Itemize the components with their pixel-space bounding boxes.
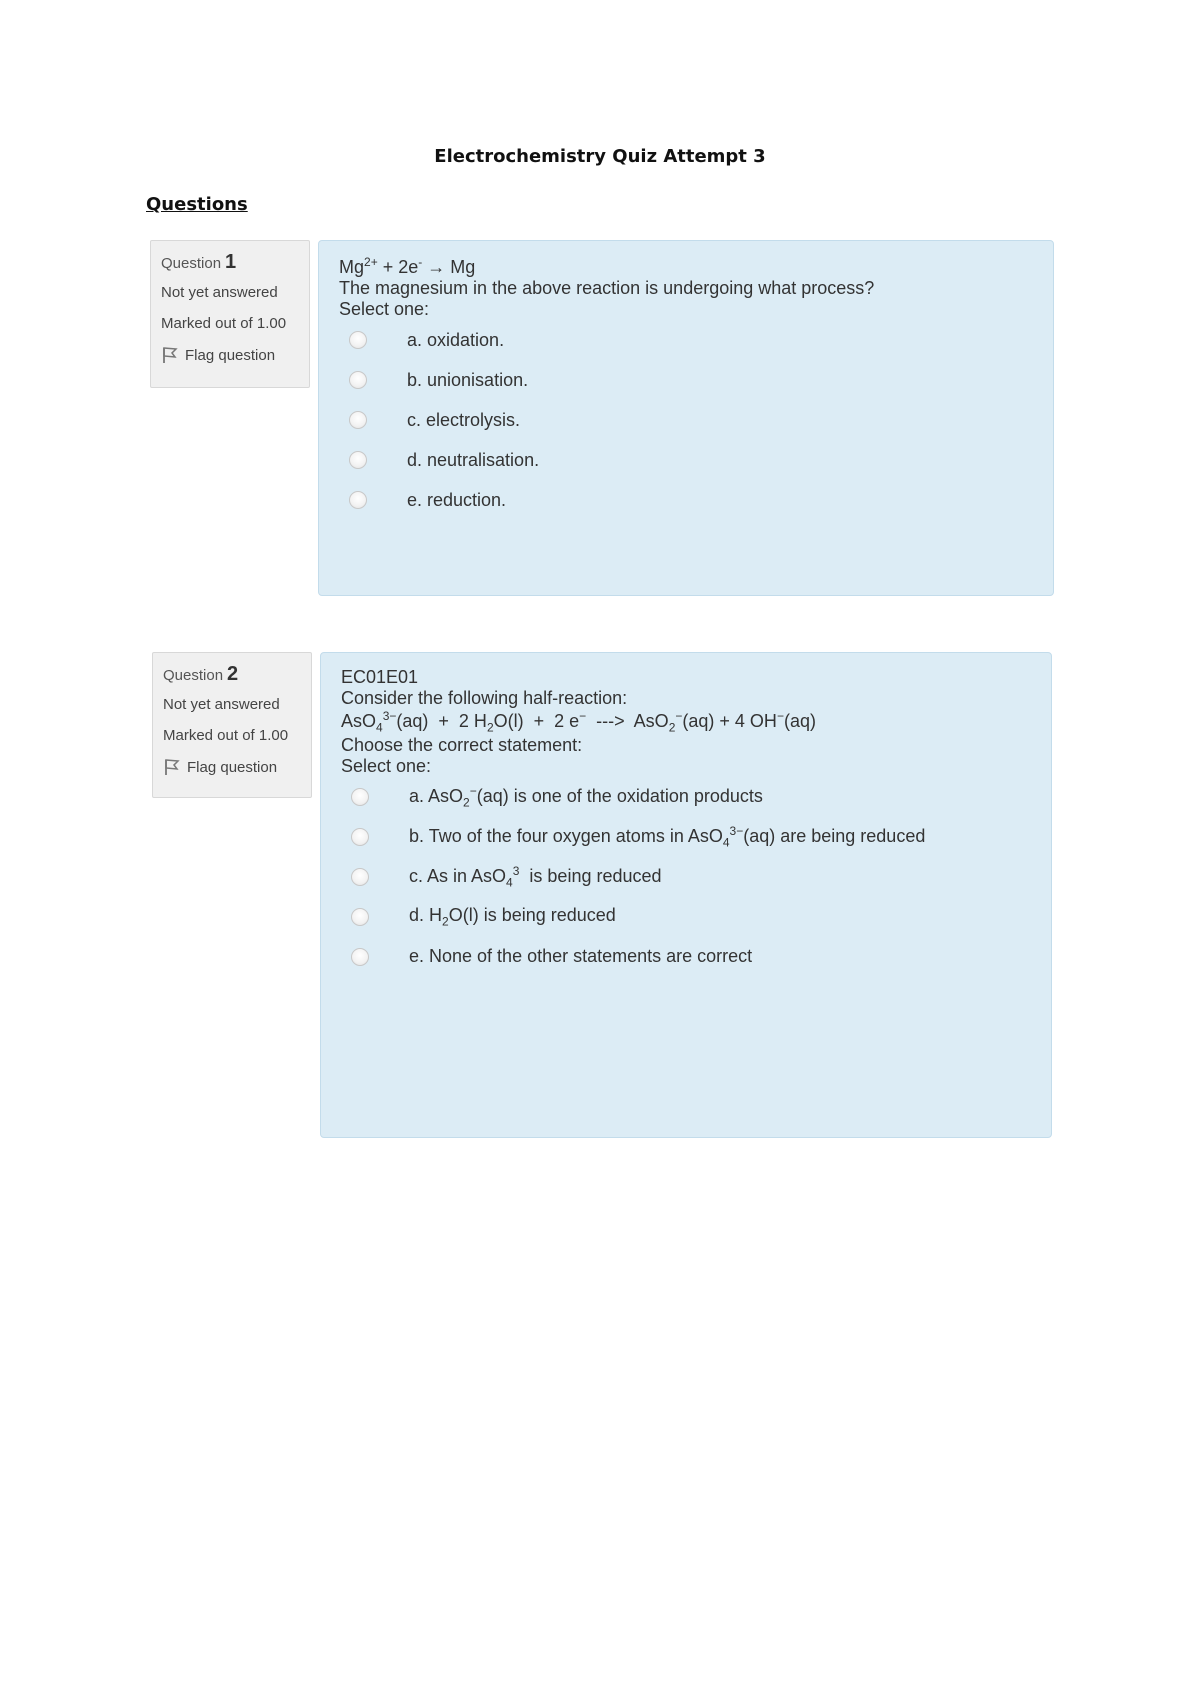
flag-question-label: Flag question: [187, 758, 278, 776]
radio-button[interactable]: [349, 451, 367, 469]
option-e[interactable]: [341, 937, 1031, 977]
document-title: Electrochemistry Quiz Attempt 3: [434, 146, 766, 167]
option-label: b. unionisation.: [407, 369, 529, 390]
question-1-info: [150, 240, 310, 388]
question-prompt: Choose the correct statement:: [341, 734, 583, 755]
question-marks: Marked out of 1.00: [163, 727, 289, 744]
select-one-label: Select one:: [339, 299, 430, 319]
reaction-line: $Mg^{2+} + 2e^- \to Mg$: [339, 255, 476, 277]
flag-question-link[interactable]: [161, 346, 299, 364]
option-b[interactable]: [341, 817, 1031, 857]
option-b[interactable]: [339, 360, 1033, 400]
option-c[interactable]: [339, 400, 1033, 440]
radio-button[interactable]: [351, 908, 369, 926]
radio-button[interactable]: [349, 491, 367, 509]
flag-icon: [163, 758, 181, 776]
option-label: c. As in AsO$_4^3$ is being reduced: [409, 863, 662, 890]
option-d[interactable]: [341, 897, 1031, 937]
flag-question-link[interactable]: [163, 758, 301, 776]
option-label: b. Two of the four oxygen atoms in AsO$_4^{3-}$(aq) are being reduced: [409, 823, 926, 850]
question-number-value: 1: [225, 251, 237, 273]
option-label: d. neutralisation.: [407, 449, 540, 470]
radio-button[interactable]: [351, 788, 369, 806]
option-a[interactable]: [339, 320, 1033, 360]
question-number: [163, 663, 301, 686]
question-status: Not yet answered: [161, 284, 278, 301]
question-text: The magnesium in the above reaction is undergoing what process?: [339, 278, 875, 298]
select-one-label: Select one:: [341, 755, 432, 776]
option-d[interactable]: [339, 440, 1033, 480]
flag-icon: [161, 346, 179, 364]
question-number: [161, 251, 299, 274]
radio-button[interactable]: [351, 868, 369, 886]
section-heading: Questions: [146, 194, 248, 215]
radio-button[interactable]: [351, 828, 369, 846]
option-label: a. oxidation.: [407, 329, 505, 350]
radio-button[interactable]: [351, 948, 369, 966]
option-a[interactable]: [341, 777, 1031, 817]
flag-question-label: Flag question: [185, 346, 276, 364]
question-label: Question: [161, 255, 222, 272]
radio-button[interactable]: [349, 411, 367, 429]
option-label: a. AsO$_2$−(aq) is one of the oxidation products: [409, 783, 763, 810]
option-c[interactable]: [341, 857, 1031, 897]
radio-button[interactable]: [349, 331, 367, 349]
question-2-content: [320, 652, 1052, 1138]
question-2-info: [152, 652, 312, 798]
question-1-content: [318, 240, 1054, 596]
question-status: Not yet answered: [163, 696, 280, 713]
radio-button[interactable]: [349, 371, 367, 389]
question-marks: Marked out of 1.00: [161, 315, 287, 332]
question-code: EC01E01: [341, 667, 419, 687]
half-reaction-equation: AsO$_4^{3-}$(aq) + 2 $H_2O(l) + 2$ e− ---> AsO$_2$−(aq) + 4 OH−(aq): [341, 709, 816, 735]
option-label: e. None of the other statements are correct: [409, 946, 753, 967]
option-e[interactable]: [339, 480, 1033, 520]
question-label: Question: [163, 667, 224, 684]
question-intro: Consider the following half-reaction:: [341, 688, 628, 708]
option-label: d. $H_2O(l)$ is being reduced: [409, 904, 616, 929]
option-label: e. reduction.: [407, 489, 507, 510]
question-number-value: 2: [227, 663, 239, 685]
option-label: c. electrolysis.: [407, 409, 521, 430]
